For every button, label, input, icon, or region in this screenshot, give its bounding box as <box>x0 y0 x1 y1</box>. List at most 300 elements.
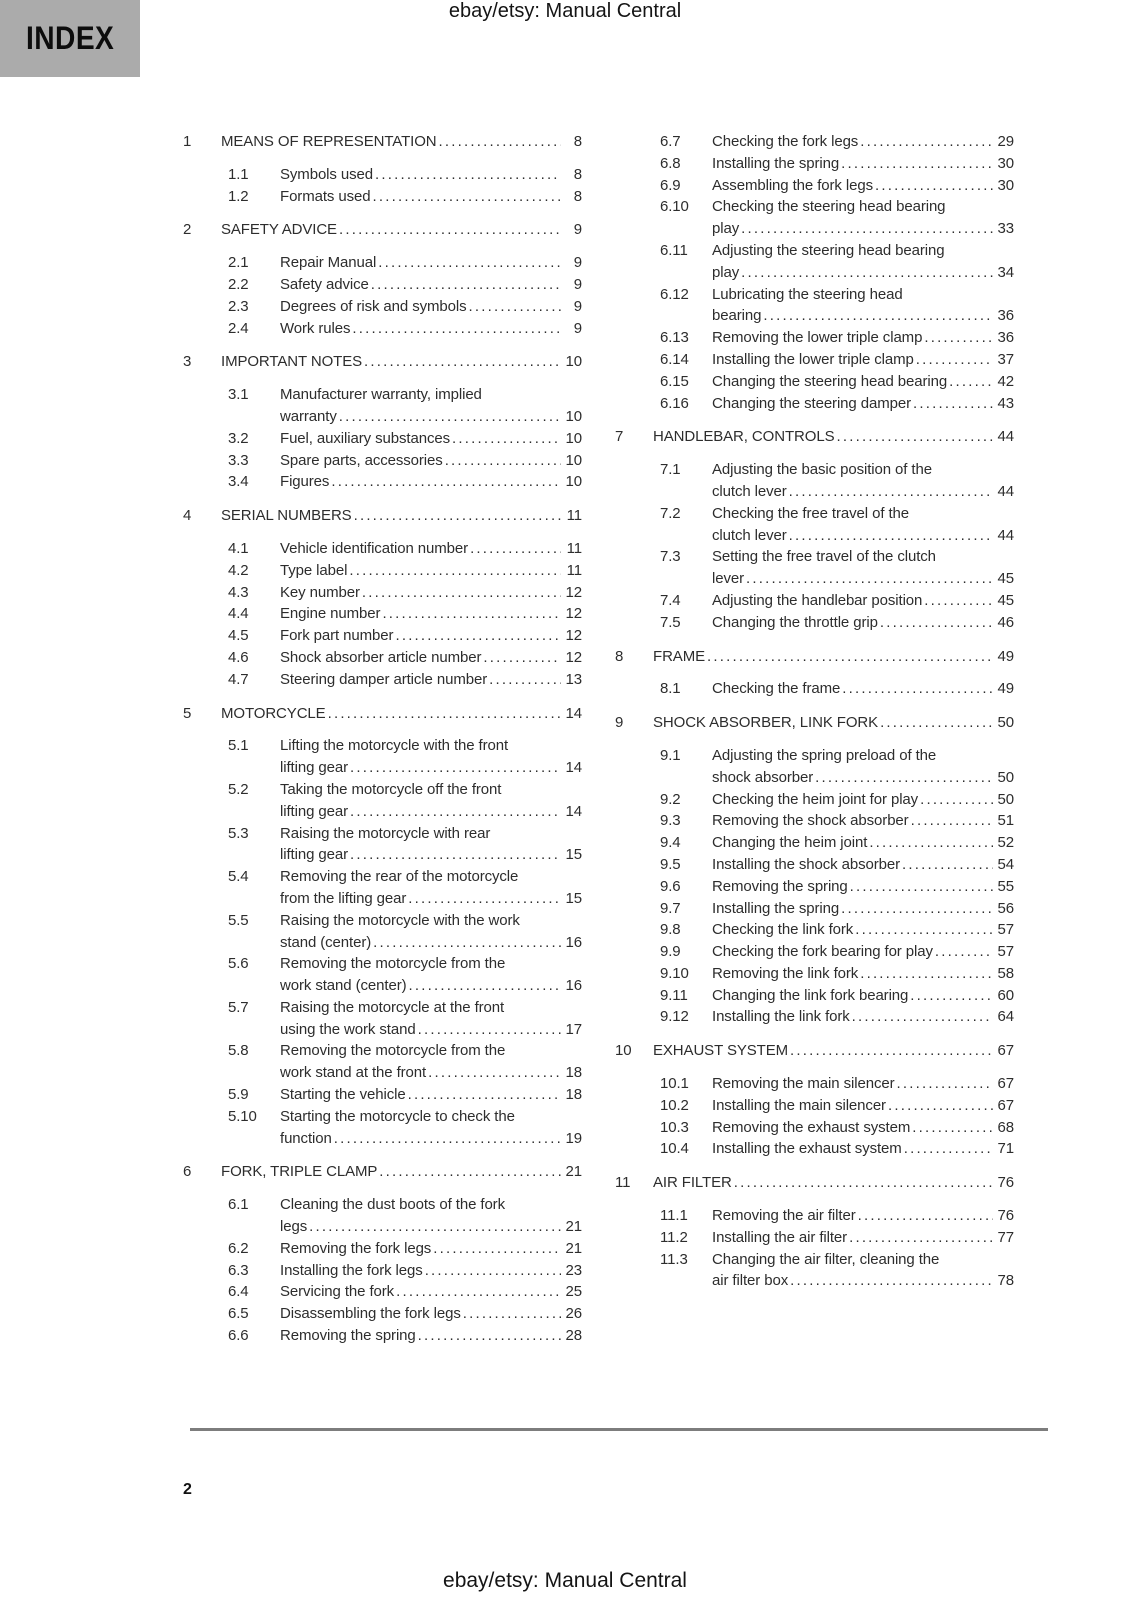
toc-entry-line <box>280 910 582 932</box>
dot-leader <box>860 963 993 985</box>
toc-entry-text: work stand (center) <box>280 977 407 995</box>
dot-leader <box>463 1303 561 1325</box>
dot-leader <box>707 646 993 668</box>
toc-entry-line <box>280 953 582 975</box>
toc-entry-text: Raising the motorcycle with rear <box>280 824 491 842</box>
toc-entry-line <box>280 252 582 274</box>
toc-entry <box>183 1325 582 1347</box>
index-badge-label: INDEX <box>26 20 115 56</box>
dot-leader <box>741 218 993 240</box>
toc-entry <box>615 284 1014 328</box>
toc-entry <box>183 1238 582 1260</box>
toc-entry-body <box>221 219 582 241</box>
toc-entry-text: Taking the motorcycle off the front <box>280 780 502 798</box>
dot-leader <box>408 1084 561 1106</box>
toc-entry-page: 16 <box>565 933 582 951</box>
toc-entry-line <box>712 371 1014 393</box>
toc-entry <box>183 603 582 625</box>
toc-entry-page: 37 <box>997 350 1014 368</box>
toc-entry <box>183 318 582 340</box>
dot-leader <box>354 505 561 527</box>
dot-leader <box>331 471 561 493</box>
toc-entry-body <box>280 252 582 274</box>
toc-entry-line <box>712 305 1014 327</box>
toc-entry-number: 6.2 <box>228 1239 249 1257</box>
toc-entry-number: 7.3 <box>660 548 681 566</box>
toc-entry-line <box>280 318 582 340</box>
dot-leader <box>418 1019 561 1041</box>
toc-entry <box>183 669 582 691</box>
toc-entry-text: IMPORTANT NOTES <box>221 353 363 371</box>
toc-entry-text: Removing the exhaust system <box>712 1118 911 1136</box>
toc-entry <box>183 186 582 208</box>
toc-entry-text: Disassembling the fork legs <box>280 1305 461 1323</box>
toc-entry-body <box>280 866 582 910</box>
dot-leader <box>489 669 561 691</box>
toc-entry-page: 77 <box>997 1228 1014 1246</box>
toc-entry-text: Installing the fork legs <box>280 1261 423 1279</box>
dot-leader <box>924 590 993 612</box>
toc-entry-text: Changing the link fork bearing <box>712 986 909 1004</box>
toc-entry <box>183 1084 582 1106</box>
toc-entry-text: Starting the motorcycle to check the <box>280 1107 515 1125</box>
page-number: 2 <box>183 1481 192 1498</box>
toc-entry-text: clutch lever <box>712 482 787 500</box>
toc-entry-line <box>280 1062 582 1084</box>
toc-entry-body <box>712 745 1014 789</box>
toc-entry-page: 51 <box>997 812 1014 830</box>
toc-entry-body <box>712 678 1014 700</box>
toc-entry-number: 5.6 <box>228 955 249 973</box>
toc-entry-body <box>712 919 1014 941</box>
toc-entry-body <box>712 153 1014 175</box>
toc-entry-page: 45 <box>997 570 1014 588</box>
toc-entry-body <box>280 1238 582 1260</box>
toc-entry-body <box>280 1260 582 1282</box>
toc-entry-body <box>712 985 1014 1007</box>
toc-entry-body <box>280 1084 582 1106</box>
toc-entry-number: 11.2 <box>660 1228 688 1246</box>
toc-entry-number: 1.1 <box>228 165 249 183</box>
toc-entry-text: Removing the fork legs <box>280 1239 432 1257</box>
dot-leader <box>888 1095 993 1117</box>
toc-entry-number: 6.8 <box>660 154 681 172</box>
toc-entry-text: MEANS OF REPRESENTATION <box>221 133 437 150</box>
toc-entry-body <box>280 823 582 867</box>
toc-entry-page: 21 <box>565 1218 582 1236</box>
toc-entry-line <box>280 801 582 823</box>
toc-entry-page: 21 <box>565 1163 582 1181</box>
dot-leader <box>789 481 993 503</box>
toc-entry-number: 9.8 <box>660 921 681 939</box>
toc-entry-line <box>712 1073 1014 1095</box>
toc-entry-text: Degrees of risk and symbols <box>280 297 467 315</box>
toc-entry-number: 11.1 <box>660 1207 688 1225</box>
dot-leader <box>373 932 561 954</box>
toc-entry-text: Removing the spring <box>280 1327 416 1345</box>
toc-entry-page: 14 <box>565 704 582 722</box>
toc-entry-body <box>653 426 1014 448</box>
dot-leader <box>869 832 993 854</box>
toc-entry-number: 3 <box>183 353 192 371</box>
toc-entry-number: 6.14 <box>660 350 689 368</box>
toc-entry <box>615 1138 1014 1160</box>
toc-entry-number: 6.15 <box>660 372 689 390</box>
toc-entry-text: MOTORCYCLE <box>221 704 326 722</box>
dot-leader <box>382 603 561 625</box>
toc-entry-text: Changing the throttle grip <box>712 613 878 631</box>
toc-entry-line <box>653 646 1014 668</box>
dot-leader <box>362 582 561 604</box>
toc-entry-body <box>280 1325 582 1347</box>
toc-entry <box>183 1194 582 1238</box>
toc-entry-text: Adjusting the handlebar position <box>712 591 923 609</box>
toc-entry-body <box>712 941 1014 963</box>
toc-entry-page: 11 <box>566 507 582 525</box>
toc-entry-number: 4.3 <box>228 583 249 601</box>
toc-entry-line <box>712 131 1014 153</box>
toc-entry-number: 8 <box>615 647 624 665</box>
toc-entry-page: 67 <box>997 1042 1014 1060</box>
dot-leader <box>763 305 993 327</box>
toc-entry-body <box>712 1249 1014 1293</box>
toc-entry <box>183 866 582 910</box>
toc-entry-page: 23 <box>565 1261 582 1279</box>
toc-entry-number: 1 <box>183 133 192 150</box>
toc-entry-line <box>712 153 1014 175</box>
toc-entry-page: 10 <box>565 407 582 425</box>
toc-entry-page: 42 <box>997 372 1014 390</box>
page-footer-title: ebay/etsy: Manual Central <box>443 1569 687 1592</box>
toc-entry-text: legs <box>280 1218 308 1236</box>
toc-entry-line <box>280 932 582 954</box>
dot-leader <box>433 1238 561 1260</box>
toc-entry-body <box>280 1303 582 1325</box>
toc-entry-page: 30 <box>997 176 1014 194</box>
toc-entry-line <box>712 876 1014 898</box>
toc-entry-text: Symbols used <box>280 165 374 183</box>
toc-entry-number: 4 <box>183 507 192 525</box>
toc-entry-number: 3.3 <box>228 451 249 469</box>
toc-entry-text: Key number <box>280 583 360 601</box>
toc-entry-body <box>712 393 1014 415</box>
toc-entry-number: 10.4 <box>660 1140 689 1158</box>
toc-entry-page: 36 <box>997 329 1014 347</box>
toc-entry-line <box>280 538 582 560</box>
toc-chapter <box>615 1172 1014 1194</box>
toc-entry-page: 18 <box>565 1086 582 1104</box>
toc-entry-body <box>280 1040 582 1084</box>
toc-entry-page: 76 <box>997 1207 1014 1225</box>
dot-leader <box>349 560 561 582</box>
toc-entry-page: 26 <box>565 1305 582 1323</box>
dot-leader <box>352 318 561 340</box>
toc-entry-text: Figures <box>280 473 330 491</box>
toc-entry-text: SHOCK ABSORBER, LINK FORK <box>653 714 879 732</box>
toc-entry-line <box>280 1040 582 1062</box>
toc-entry-body <box>280 318 582 340</box>
dot-leader <box>815 767 993 789</box>
dot-leader <box>855 919 993 941</box>
toc-entry-page: 12 <box>565 605 582 623</box>
toc-entry-page: 8 <box>573 133 582 150</box>
toc-entry-number: 5.10 <box>228 1107 257 1125</box>
toc-entry-line <box>712 240 1014 262</box>
toc-entry-page: 28 <box>565 1327 582 1345</box>
toc-chapter <box>615 646 1014 668</box>
dot-leader <box>452 428 561 450</box>
dot-leader <box>470 538 561 560</box>
toc-entry-line <box>280 647 582 669</box>
toc-entry <box>183 779 582 823</box>
dot-leader <box>469 296 561 318</box>
toc-entry-page: 57 <box>997 943 1014 961</box>
toc-entry-number: 5.9 <box>228 1086 249 1104</box>
dot-leader <box>371 274 561 296</box>
toc-entry-text: function <box>280 1129 332 1147</box>
toc-entry-body <box>712 240 1014 284</box>
dot-leader <box>916 349 993 371</box>
footer-divider-line <box>190 1428 1048 1431</box>
toc-entry-body <box>712 1095 1014 1117</box>
toc-entry-body <box>712 546 1014 590</box>
toc-entry-text: HANDLEBAR, CONTROLS <box>653 428 835 446</box>
toc-entry <box>183 252 582 274</box>
toc-entry-body <box>712 810 1014 832</box>
toc-entry <box>183 582 582 604</box>
toc-entry-body <box>712 1227 1014 1249</box>
toc-entry-number: 7.4 <box>660 591 681 609</box>
toc-entry-number: 9.9 <box>660 943 681 961</box>
dot-leader <box>741 262 993 284</box>
toc-chapter <box>615 712 1014 734</box>
toc-entry-line <box>712 789 1014 811</box>
toc-entry-line <box>280 1106 582 1128</box>
toc-entry-line <box>221 219 582 241</box>
toc-entry-text: Installing the spring <box>712 899 840 917</box>
dot-leader <box>378 252 561 274</box>
toc-entry-body <box>712 898 1014 920</box>
toc-entry-text: lever <box>712 570 745 588</box>
toc-entry-text: Checking the free travel of the <box>712 504 910 522</box>
toc-entry-line <box>280 296 582 318</box>
toc-entry-page: 34 <box>997 263 1014 281</box>
toc-entry-body <box>280 779 582 823</box>
toc-entry-page: 76 <box>997 1174 1014 1192</box>
toc-entry-page: 29 <box>997 133 1014 150</box>
toc-entry-number: 5.8 <box>228 1042 249 1060</box>
toc-entry-body <box>280 538 582 560</box>
dot-leader <box>364 351 561 373</box>
toc-entry-number: 1.2 <box>228 187 249 205</box>
toc-entry <box>183 471 582 493</box>
toc-entry-text: Installing the exhaust system <box>712 1140 902 1158</box>
toc-entry-number: 6.16 <box>660 394 689 412</box>
dot-leader <box>913 393 993 415</box>
toc-entry-text: clutch lever <box>712 526 787 544</box>
toc-entry-body <box>280 1194 582 1238</box>
toc-entry-page: 17 <box>565 1020 582 1038</box>
toc-entry-line <box>712 941 1014 963</box>
dot-leader <box>911 810 993 832</box>
toc-entry <box>615 175 1014 197</box>
toc-entry-line <box>280 560 582 582</box>
toc-entry-line <box>712 1227 1014 1249</box>
toc-entry-text: SERIAL NUMBERS <box>221 507 352 525</box>
toc-entry <box>615 789 1014 811</box>
toc-entry <box>615 1095 1014 1117</box>
toc-entry-page: 33 <box>997 220 1014 238</box>
dot-leader <box>339 219 561 241</box>
toc-entry-body <box>712 1006 1014 1028</box>
toc-entry-text: Spare parts, accessories <box>280 451 443 469</box>
dot-leader <box>418 1325 561 1347</box>
toc-entry-line <box>712 481 1014 503</box>
toc-entry-body <box>280 384 582 428</box>
toc-entry-number: 6.12 <box>660 285 689 303</box>
toc-entry <box>615 832 1014 854</box>
toc-entry-text: Servicing the fork <box>280 1283 395 1301</box>
toc-entry-text: Raising the motorcycle with the work <box>280 911 520 929</box>
toc-entry <box>615 371 1014 393</box>
dot-leader <box>428 1062 561 1084</box>
toc-entry-text: Checking the heim joint for play <box>712 790 919 808</box>
toc-entry-page: 8 <box>573 187 582 205</box>
toc-entry-body <box>280 274 582 296</box>
toc-entry-line <box>280 844 582 866</box>
toc-entry-page: 15 <box>565 846 582 864</box>
toc-entry-body <box>712 459 1014 503</box>
dot-leader <box>350 844 561 866</box>
toc-entry-text: lifting gear <box>280 802 349 820</box>
toc-entry <box>615 678 1014 700</box>
toc-entry-line <box>280 450 582 472</box>
toc-entry <box>615 941 1014 963</box>
toc-entry-body <box>280 910 582 954</box>
toc-entry-page: 9 <box>573 254 582 272</box>
toc-entry-text: Checking the link fork <box>712 921 854 939</box>
toc-entry-number: 4.6 <box>228 648 249 666</box>
toc-entry-line <box>280 1303 582 1325</box>
toc-entry-text: Lifting the motorcycle with the front <box>280 737 509 755</box>
toc-entry-number: 8.1 <box>660 680 681 698</box>
toc-entry-body <box>221 505 582 527</box>
toc-entry <box>615 503 1014 547</box>
toc-entry-line <box>712 196 1014 218</box>
toc-entry-text: Engine number <box>280 605 381 623</box>
dot-leader <box>880 612 993 634</box>
toc-entry-number: 10 <box>615 1042 632 1060</box>
toc-entry-number: 6 <box>183 1163 192 1181</box>
toc-entry-body <box>712 832 1014 854</box>
toc-entry-line <box>712 525 1014 547</box>
toc-entry <box>183 953 582 997</box>
toc-entry-page: 46 <box>997 613 1014 631</box>
toc-entry-page: 14 <box>565 759 582 777</box>
toc-entry <box>183 274 582 296</box>
toc-entry-line <box>712 1117 1014 1139</box>
dot-leader <box>350 801 561 823</box>
toc-entry-text: Lubricating the steering head <box>712 285 903 303</box>
toc-entry-page: 52 <box>997 834 1014 852</box>
toc-entry-line <box>280 1325 582 1347</box>
toc-entry-page: 30 <box>997 154 1014 172</box>
toc-entry <box>615 131 1014 153</box>
toc-entry-page: 10 <box>565 451 582 469</box>
toc-entry-line <box>280 735 582 757</box>
toc-entry-number: 9.6 <box>660 877 681 895</box>
toc-entry-body <box>280 428 582 450</box>
dot-leader <box>841 153 993 175</box>
toc-entry-text: Installing the link fork <box>712 1008 850 1026</box>
toc-entry-number: 2.2 <box>228 275 249 293</box>
toc-entry-body <box>712 131 1014 153</box>
toc-entry-page: 44 <box>997 428 1014 446</box>
toc-entry-page: 9 <box>573 275 582 293</box>
toc-entry-text: Installing the lower triple clamp <box>712 350 914 368</box>
toc-entry-line <box>280 779 582 801</box>
index-badge <box>0 0 140 77</box>
toc-entry <box>183 823 582 867</box>
toc-entry-text: Checking the fork legs <box>712 133 859 150</box>
toc-entry-line <box>712 393 1014 415</box>
toc-entry-number: 6.4 <box>228 1283 249 1301</box>
toc-entry-text: Checking the frame <box>712 680 841 698</box>
toc-entry-page: 54 <box>997 855 1014 873</box>
toc-entry-body <box>653 712 1014 734</box>
toc-entry-line <box>280 975 582 997</box>
toc-entry-body <box>280 625 582 647</box>
toc-entry-line <box>712 349 1014 371</box>
toc-entry-text: Checking the steering head bearing <box>712 198 946 216</box>
toc-entry-body <box>712 371 1014 393</box>
toc-entry-body <box>221 351 582 373</box>
toc-entry-line <box>280 1238 582 1260</box>
toc-entry-number: 6.6 <box>228 1327 249 1345</box>
toc-entry-body <box>221 1161 582 1183</box>
toc-entry-line <box>712 262 1014 284</box>
toc-entry-text: Changing the heim joint <box>712 834 868 852</box>
toc-entry-text: air filter box <box>712 1272 789 1290</box>
toc-entry-body <box>712 612 1014 634</box>
toc-entry <box>183 1106 582 1150</box>
dot-leader <box>912 1117 993 1139</box>
toc-entry-line <box>712 898 1014 920</box>
dot-leader <box>373 186 562 208</box>
toc-entry-number: 5.7 <box>228 998 249 1016</box>
toc-entry-number: 5.5 <box>228 911 249 929</box>
toc-entry-body <box>653 1040 1014 1062</box>
toc-entry <box>615 745 1014 789</box>
toc-entry <box>183 296 582 318</box>
toc-entry-page: 8 <box>573 165 582 183</box>
dot-leader <box>935 941 993 963</box>
toc-entry-text: Removing the lower triple clamp <box>712 329 923 347</box>
toc-entry <box>615 1117 1014 1139</box>
toc-right-column <box>615 131 1014 1347</box>
toc-entry-text: SAFETY ADVICE <box>221 221 337 239</box>
dot-leader <box>483 647 561 669</box>
toc-entry-line <box>280 1260 582 1282</box>
toc-entry-page: 16 <box>565 977 582 995</box>
toc-entry-body <box>712 196 1014 240</box>
toc-entry <box>183 647 582 669</box>
toc-entry-number: 9.4 <box>660 834 681 852</box>
toc-entry-body <box>712 349 1014 371</box>
toc-entry-line <box>280 1019 582 1041</box>
toc-entry-text: Type label <box>280 561 348 579</box>
dot-leader <box>842 678 993 700</box>
